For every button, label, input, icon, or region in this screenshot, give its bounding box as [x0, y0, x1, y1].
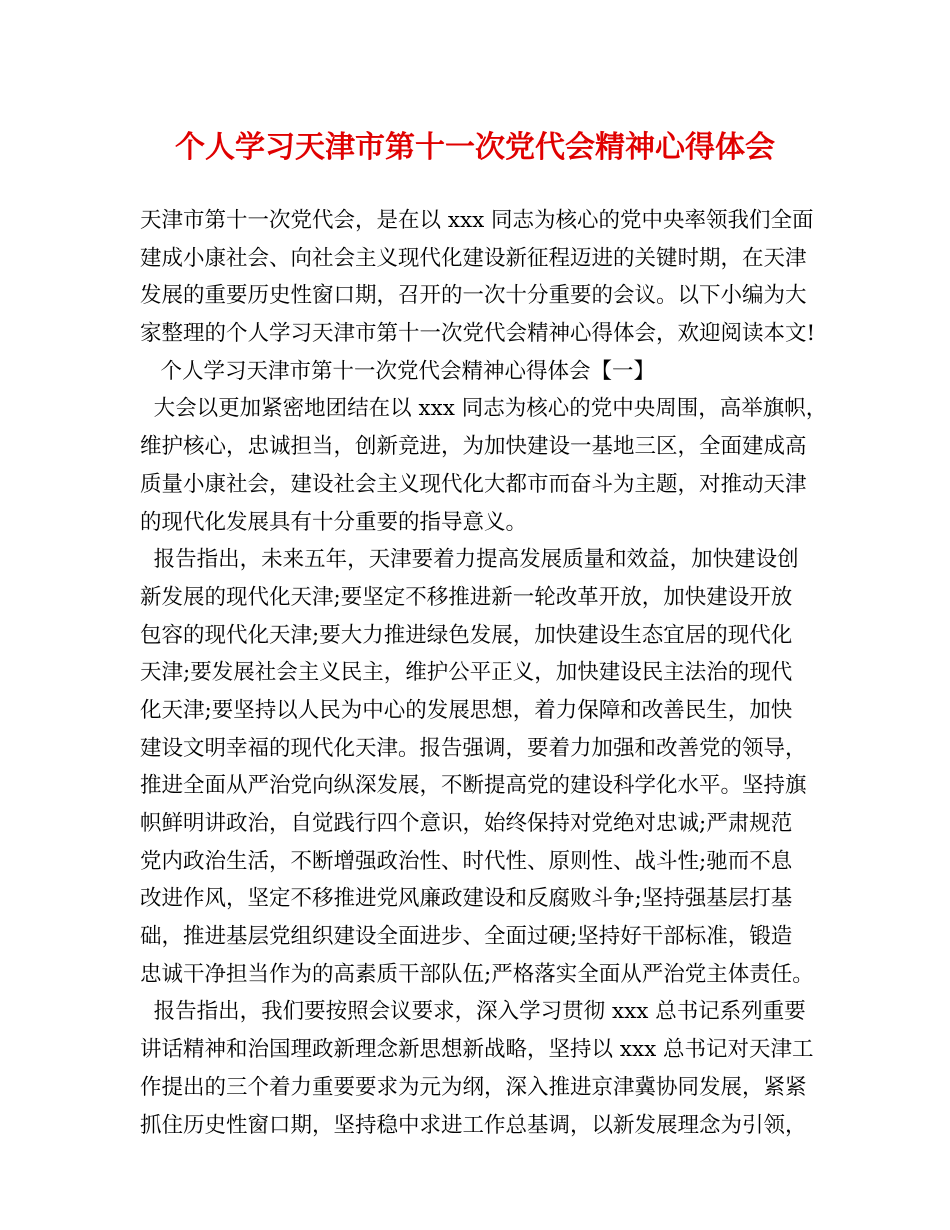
document-body: [140, 202, 830, 1144]
body-text-line: 报告指出，未来五年，天津要着力提高发展质量和效益，加快建设创: [140, 547, 799, 573]
body-text-line: 建成小康社会、向社会主义现代化建设新征程迈进的关键时期，在天津: [140, 245, 807, 271]
body-text-line: 改进作风，坚定不移推进党风廉政建设和反腐败斗争;坚持强基层打基: [140, 886, 793, 912]
body-text-line: 建设文明幸福的现代化天津。报告强调，要着力加强和改善党的领导，: [140, 735, 807, 761]
body-text-line: 天津市第十一次党代会，是在以 xxx 同志为核心的党中央率领我们全面: [140, 208, 814, 233]
body-text-line: 维护核心，忠诚担当，创新竞进，为加快建设一基地三区，全面建成高: [140, 434, 807, 460]
body-text-line: 包容的现代化天津;要大力推进绿色发展，加快建设生态宜居的现代化: [140, 622, 793, 648]
body-text-line: 忠诚干净担当作为的高素质干部队伍;严格落实全面从严治党主体责任。: [140, 961, 814, 987]
body-text-line: 党内政治生活，不断增强政治性、时代性、原则性、战斗性;驰而不息: [140, 848, 793, 874]
body-text-line: 质量小康社会，建设社会主义现代化大都市而奋斗为主题，对推动天津: [140, 471, 807, 497]
body-text-line: 化天津;要坚持以人民为中心的发展思想，着力保障和改善民生，加快: [140, 697, 793, 723]
body-text-line: 讲话精神和治国理政新理念新思想新战略，坚持以 xxx 总书记对天津工: [140, 1037, 814, 1063]
body-text-line: 新发展的现代化天津;要坚定不移推进新一轮改革开放，加快建设开放: [140, 584, 793, 610]
body-text-line: 个人学习天津市第十一次党代会精神心得体会【一】: [140, 358, 656, 384]
body-text-line: 作提出的三个着力重要要求为元为纲，深入推进京津冀协同发展，紧紧: [140, 1074, 807, 1100]
body-text-line: 大会以更加紧密地团结在以 xxx 同志为核心的党中央周围，高举旗帜，: [140, 396, 828, 422]
body-text-line: 报告指出，我们要按照会议要求，深入学习贯彻 xxx 总书记系列重要: [140, 999, 806, 1025]
body-text-line: 发展的重要历史性窗口期，召开的一次十分重要的会议。以下小编为大: [140, 283, 807, 309]
body-text-line: 帜鲜明讲政治，自觉践行四个意识，始终保持对党绝对忠诚;严肃规范: [140, 811, 793, 836]
document-title: 个人学习天津市第十一次党代会精神心得体会: [175, 130, 775, 165]
body-text-line: 础，推进基层党组织建设全面进步、全面过硬;坚持好干部标准，锻造: [140, 924, 793, 950]
body-text-line: 天津;要发展社会主义民主，维护公平正义，加快建设民主法治的现代: [140, 660, 793, 686]
body-text-line: 的现代化发展具有十分重要的指导意义。: [140, 509, 528, 535]
body-text-line: 推进全面从严治党向纵深发展，不断提高党的建设科学化水平。坚持旗: [140, 773, 807, 799]
body-text-line: 家整理的个人学习天津市第十一次党代会精神心得体会，欢迎阅读本文!: [140, 321, 816, 347]
body-text-line: 抓住历史性窗口期，坚持稳中求进工作总基调，以新发展理念为引领，: [140, 1112, 807, 1138]
